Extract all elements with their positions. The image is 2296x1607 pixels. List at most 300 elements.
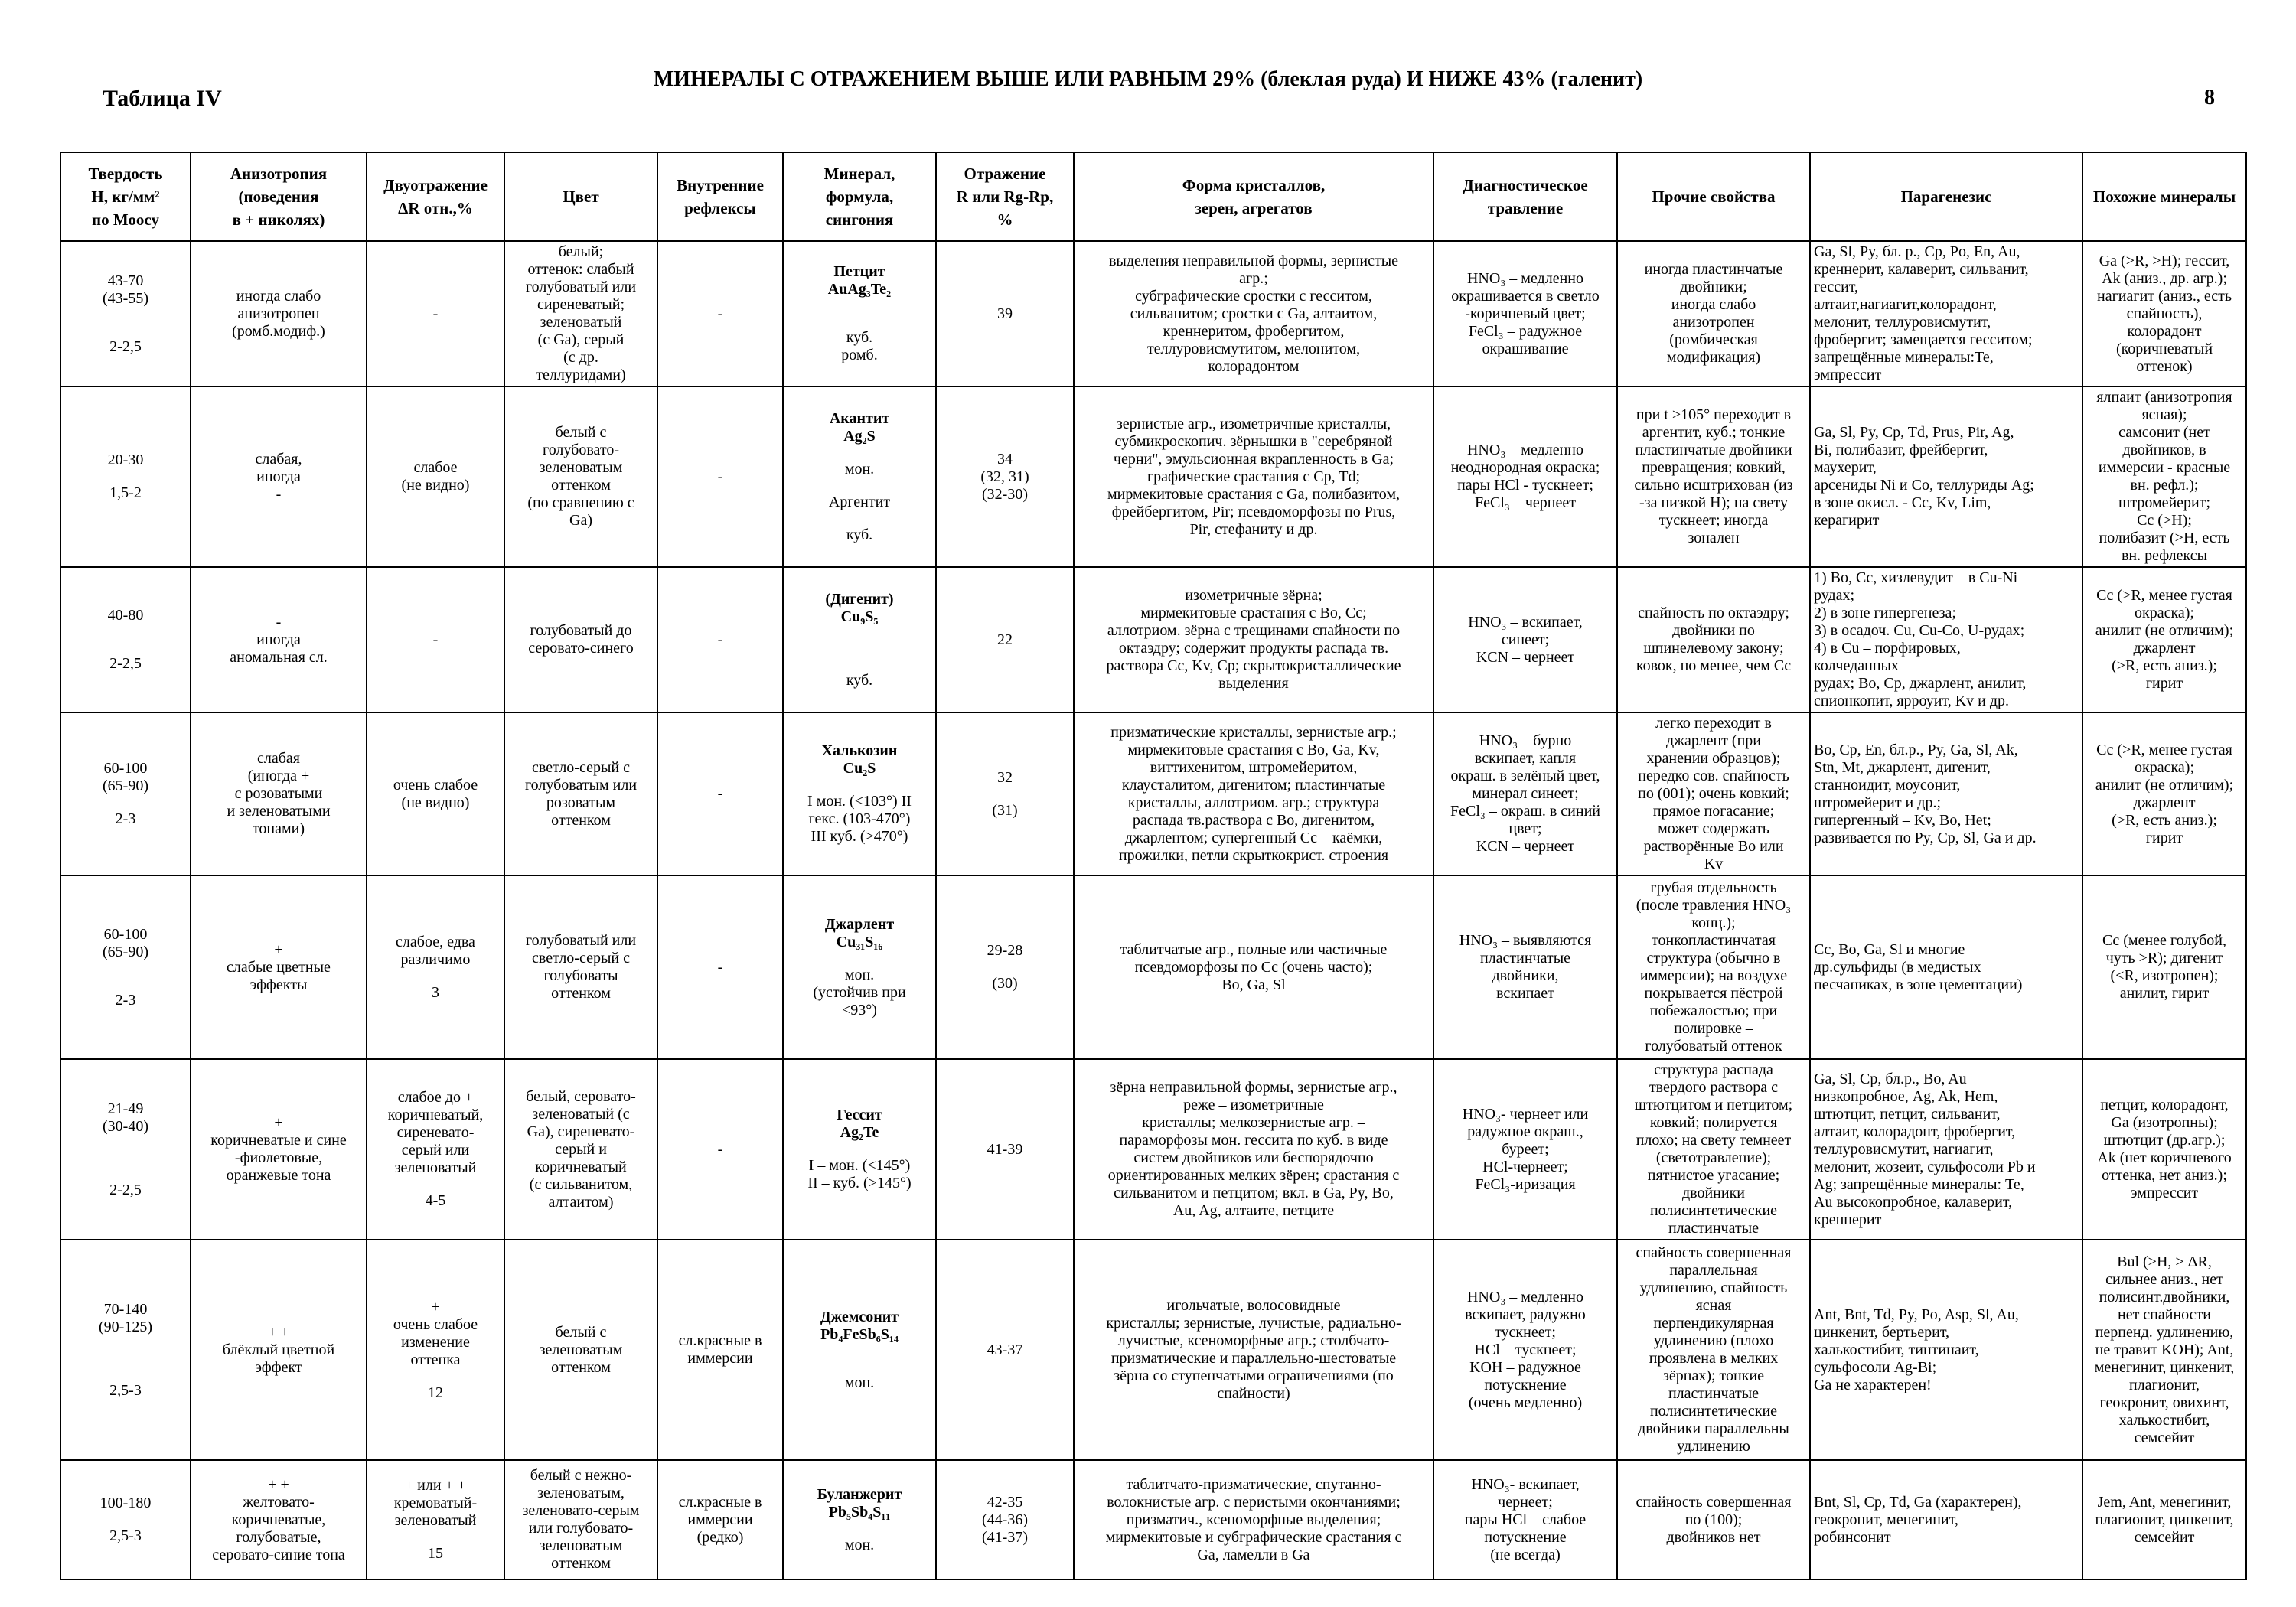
cell-line: (с сильванитом, [529,1175,633,1193]
cell-line: 1,5-2 [109,484,142,501]
cell-line: 2-2,5 [109,337,142,355]
cell-mineral [783,1059,936,1240]
cell-line: 2,5-3 [109,1381,142,1399]
cell-line: призматич., ксеноморфные выделения; [1126,1511,1381,1528]
cell-line: вскипает, капля [1474,750,1577,767]
cell-line: субграфические сростки с гесситом, [1135,287,1372,305]
cell-line: 3) в осадоч. Cu, Cu-Co, U-рудах; [1814,622,2025,639]
cell-line: двойники; [1680,279,1747,295]
cell-line: мелонит, теллуровисмутит, [1814,314,1991,331]
cell-line: мон. [844,460,875,478]
cell-line: Bi, полибазит, фрейбергит, [1814,442,1988,458]
table-row [60,386,2246,567]
cell-line: зеленоватый [394,1512,477,1529]
cell-birefl [367,1059,504,1240]
cell-line: (с др. [563,349,598,366]
cell-line: пластинчатые [1479,950,1571,966]
cell-mineral [783,1240,936,1460]
cell-line: перпендикулярная [1653,1315,1774,1332]
cell-line: халькостибит, [2118,1411,2210,1429]
cell-other [1617,241,1810,386]
cell-line: -за низкой H); на свету [1639,494,1788,511]
cell-other [1617,1460,1810,1579]
cell-color [504,875,657,1059]
cell-other [1617,567,1810,712]
cell-line: в зоне окисл. - Cc, Kv, Lim, [1814,494,1991,511]
cell-paragenesis [1810,386,2082,567]
cell-line: пластинчатые двойники [1635,442,1792,458]
cell-line: Внутренние [677,176,764,194]
cell-hardness [60,1240,191,1460]
cell-line: распада тв.раствора с Bo, дигенитом, [1132,811,1375,829]
cell-line: сильванитом и петцитом; вкл. в Ga, Py, Bo, [1114,1185,1394,1201]
cell-line: волокнистые агр. с перистыми окончаниями; [1107,1493,1401,1511]
cell-line: Парагенезис [1900,187,1992,206]
cell-line: джарлент [2133,794,2196,811]
cell-line: слабая [257,750,300,767]
cell-reflect [936,1460,1074,1579]
cell-line: Халькозин [821,742,898,759]
cell-other [1617,1240,1810,1460]
cell-line: спайность по октаэдру; [1638,605,1789,621]
cell-line: оттенка [410,1351,461,1368]
cell-line: куб. [846,526,873,543]
cell-line: (после травления HNO₃ [1636,897,1792,914]
cell-line: Au высокопробное, калаверит, [1814,1193,2013,1211]
cell-line: радужное окраш., [1467,1123,1583,1140]
cell-line: серовато-синие тона [212,1546,345,1563]
cell-line: эмпрессит [2130,1185,2199,1201]
cell-line: I мон. (<103°) II [807,793,912,810]
cell-line: перпенд. удлинению, [2095,1323,2234,1341]
cell-anisotropy [191,1240,367,1460]
cell-line: формула, [825,187,894,206]
cell-line: двойники параллельны [1638,1420,1789,1437]
cell-line: Ga, ламелли в Ga [1197,1546,1310,1563]
cell-line: хранении образцов); [1646,750,1781,767]
cell-line: легко переходит в [1655,715,1772,732]
cell-line: -фиолетовые, [234,1149,323,1166]
cell-line: % [996,210,1013,229]
cell-line: синеет; [1501,631,1550,648]
cell-line: 41-39 [987,1140,1023,1158]
cell-line: халькостибит, тинтинаит, [1814,1341,1979,1358]
cell-line: мон. [844,1536,875,1553]
column-header-paragenesis [1810,152,2082,241]
cell-line: джарлент (при [1666,732,1761,749]
cell-line: голубоватый или [525,279,637,295]
cell-line: пластинчатые [1668,1385,1760,1402]
cell-line: желтовато- [243,1493,315,1511]
cell-etch [1433,241,1617,386]
cell-line: лучистые, ксеноморфные агр.; столбчато- [1117,1332,1390,1349]
cell-line: кристаллы; зернистые, лучистые, радиально- [1106,1315,1401,1332]
cell-paragenesis [1810,875,2082,1059]
cell-line: серый и [555,1140,607,1158]
cell-line: по Моосу [92,210,159,229]
cell-line: 100-180 [99,1495,152,1511]
cell-similar [2082,875,2246,1059]
cell-line: мирмекитовые и субграфические срастания с [1105,1528,1402,1546]
cell-line: (65-90) [103,943,148,960]
cell-line: эффекты [249,976,308,993]
cell-similar [2082,241,2246,386]
cell-line: белый с [555,1323,607,1341]
cell-line: анилит (не отличим); [2095,776,2234,794]
cell-birefl [367,567,504,712]
cell-line: (с Ga), серый [537,331,625,348]
cell-line: (41-37) [982,1528,1028,1546]
cell-line: покрывается пёстрой [1644,985,1783,1002]
cell-line: 70-140 [103,1300,148,1318]
cell-line: Ag₂Te [840,1124,879,1141]
cell-line: (44-36) [982,1511,1028,1528]
cell-other [1617,712,1810,875]
cell-line: полисинтетические [1649,1403,1778,1420]
cell-line: тускнеет; [1495,1323,1556,1341]
cell-line: зеленоватым [539,1341,623,1358]
cell-line: окраска); [2135,605,2194,621]
cell-line: Джарлент [824,915,895,933]
column-header-mineral [783,152,936,241]
cell-line: окрашивается в светло [1451,287,1600,305]
cell-line: эмпрессит [1814,367,1882,383]
cell-line: робинсонит [1814,1528,1891,1546]
cell-line: джарлент [2133,640,2196,657]
cell-line: 2,5-3 [109,1527,142,1544]
cell-line: - [432,305,439,322]
cell-line: модификация) [1666,349,1761,366]
cell-line: игольчатые, волосовидные [1166,1297,1341,1314]
cell-line: алтаит,нагиагит,колорадонт, [1814,296,1997,313]
column-header-birefl [367,152,504,241]
cell-line: HCl-чернеет; [1482,1158,1568,1175]
cell-form [1074,386,1433,567]
column-header-other [1617,152,1810,241]
cell-line: зерен, агрегатов [1195,199,1313,217]
cell-line: серый или [401,1142,470,1159]
column-header-similar [2082,152,2246,241]
cell-line: сл.красные в [678,1493,762,1511]
cell-line: иногда пластинчатые [1644,261,1783,278]
cell-line: изменение [401,1333,470,1351]
cell-line: 39 [997,305,1013,322]
cell-line: мон. [844,1374,875,1391]
cell-line: по (001); очень ковкий; [1638,785,1789,802]
cell-form [1074,875,1433,1059]
cell-etch [1433,1460,1617,1579]
cell-line: прожилки, петли скрыткокрист. строения [1118,846,1389,864]
table-row [60,712,2246,875]
cell-reflect [936,1059,1074,1240]
cell-line: очень слабое [393,1315,478,1333]
cell-line: Ga (>R, >H); гессит, [2099,252,2230,269]
cell-line: HNO₃ – бурно [1479,732,1572,749]
cell-line: низкопробное, Ag, Ak, Hem, [1814,1087,1998,1105]
cell-line: Kv [1704,856,1724,872]
cell-line: аргентит, куб.; тонкие [1642,424,1786,441]
cell-line: Pb₅Sb₄S₁₁ [828,1503,891,1521]
cell-similar [2082,712,2246,875]
cell-mineral [783,386,936,567]
cell-line: Диагностическое [1463,176,1588,194]
cell-line: слабая, [255,450,302,468]
cell-anisotropy [191,241,367,386]
cell-anisotropy [191,1059,367,1240]
cell-etch [1433,1240,1617,1460]
cell-birefl [367,712,504,875]
cell-line: Анизотропия [230,165,328,183]
cell-line: 29-28 [987,942,1023,959]
cell-line: куб. [846,329,873,346]
cell-birefl [367,386,504,567]
cell-line: штромейерит и др.; [1814,794,1941,811]
cell-line: самсонит (нет [2118,424,2210,441]
cell-line: нет спайности [2117,1305,2211,1323]
cell-line: геокронит, менегинит, [1814,1511,1958,1528]
cell-line: FeCl₃ – чернеет [1474,494,1576,511]
cell-line: колорадонтом [1208,357,1300,375]
cell-line: мелонит, жозеит, сульфосоли Pb и [1814,1158,2036,1175]
cell-line: зеленоватым, [537,1485,625,1501]
cell-line: - [717,785,723,802]
cell-line: сильванитом; сростки с Ga, алтаитом, [1130,305,1378,322]
cell-line: (>R, есть аниз.); [2112,657,2217,674]
cell-line: HNO₃ – вскипает, [1468,613,1583,631]
cell-form [1074,241,1433,386]
cell-line: чуть >R); дигенит [2105,950,2223,966]
cell-line: Ak (нет коричневого [2097,1149,2232,1166]
cell-line: фрейбергитом, Pir; псевдоморфозы по Prus, [1111,503,1396,520]
cell-line: различимо [400,950,471,968]
cell-line: белый, серовато- [526,1087,636,1105]
cell-line: плагионит, цинкенит, [2095,1511,2234,1528]
cell-line: твердого раствора с [1649,1079,1779,1096]
cell-line: (ромбическая [1669,331,1758,348]
cell-line: ориентированных мелких зёрен; срастания с [1107,1167,1400,1184]
cell-line: очень слабое [393,776,478,794]
cell-etch [1433,1059,1617,1240]
cell-line: II – куб. (>145°) [807,1175,912,1191]
cell-color [504,567,657,712]
cell-line: + [274,1114,283,1131]
cell-line: при t >105° переходит в [1636,406,1792,423]
table-row [60,567,2246,712]
cell-line: Петцит [833,263,885,280]
cell-line: коричневатые и сине [210,1132,347,1149]
cell-line: 2-2,5 [109,655,142,672]
cell-line: - [276,613,282,631]
cell-paragenesis [1810,241,2082,386]
cell-line: иммерсии - красные [2098,459,2231,476]
cell-line: HNO₃- чернеет или [1462,1105,1589,1123]
cell-line: полисинтетические [1649,1202,1778,1219]
cell-line: (поведения [238,187,319,206]
cell-form [1074,567,1433,712]
cell-line: не травит KOH); Ant, [2095,1341,2234,1358]
cell-line: цинкенит, бертьерит, [1814,1323,1950,1341]
cell-line: KCN – чернеет [1476,648,1575,666]
cell-line: (Дигенит) [825,590,894,608]
cell-line: HNO₃ – выявляются [1459,932,1592,949]
header-row [60,152,2246,241]
cell-line: мон. [844,966,875,983]
cell-reflect [936,712,1074,875]
cell-line: Похожие минералы [2092,187,2236,206]
cell-line: Отражение [964,165,1046,183]
cell-line: - [717,958,723,976]
cell-line: (90-125) [99,1318,152,1335]
cell-line: оттенок) [2136,357,2193,375]
cell-similar [2082,1059,2246,1240]
column-header-color [504,152,657,241]
cell-paragenesis [1810,567,2082,712]
cell-line: 22 [997,631,1013,648]
cell-line: иммерсии); на воздухе [1639,967,1788,984]
cell-line: (светотравление); [1655,1149,1772,1166]
cell-anisotropy [191,875,367,1059]
cell-line: вн. рефл.); [2130,477,2199,494]
cell-line: Ag; запрещённые минералы: Te, [1814,1175,2024,1193]
cell-line: теллуровисмутитом, мелонитом, [1146,340,1361,357]
cell-line: гирит [2145,829,2183,846]
cell-line: 21-49 [107,1100,144,1117]
cell-line: пятнистое угасание; [1647,1167,1780,1184]
cell-line: светло-серый с [532,950,630,966]
cell-birefl [367,875,504,1059]
cell-line: нередко сов. спайность [1638,768,1789,784]
cell-form [1074,1460,1433,1579]
cell-line: кремоватый- [393,1495,478,1511]
minerals-table [60,152,2247,1580]
cell-line: пары HCl - тускнеет; [1457,477,1593,494]
cell-line: алтаитом) [548,1193,614,1211]
cell-line: (иногда + [247,768,310,784]
cell-line: сульфосоли Ag-Bi; [1814,1358,1937,1376]
cell-line: Cu₃₁S₁₆ [836,933,883,950]
cell-mineral [783,567,936,712]
table-row [60,875,2246,1059]
cell-line: зёрна неправильной формы, зернистые агр., [1110,1079,1397,1096]
cell-line: (32-30) [982,485,1028,503]
cell-hardness [60,386,191,567]
cell-line: голубоватые, [236,1528,321,1546]
cell-line: блёклый цветной [222,1341,335,1358]
cell-line: призматические кристаллы, зернистые агр.; [1110,723,1397,741]
cell-mineral [783,875,936,1059]
cell-line: оттенком [551,811,611,829]
cell-line: ялпаит (анизотропия [2096,389,2232,406]
cell-line: спайности) [1217,1385,1290,1402]
cell-anisotropy [191,567,367,712]
cell-line: Au, Ag, алтаите, петците [1172,1202,1335,1219]
cell-line: голубоватый или [525,932,637,949]
cell-line: Bnt, Sl, Cp, Td, Ga (характерен), [1814,1493,2022,1511]
cell-line: (32, 31) [980,468,1029,485]
cell-line: потускнение [1484,1376,1567,1393]
cell-line: 42-35 [987,1493,1023,1511]
cell-line: штютцит, петцит, сильванит, [1814,1105,2001,1123]
cell-line: FeCl₃ – радужное [1468,322,1583,340]
cell-etch [1433,567,1617,712]
cell-line: (не всегда) [1490,1546,1561,1563]
cell-other [1617,386,1810,567]
cell-line: октаэдру; содержит продукты распада тв. [1118,640,1389,657]
cell-line: в + николях) [232,210,325,229]
cell-line: ясная [1695,1297,1732,1314]
cell-line: Цвет [563,187,599,206]
cell-line: Буланжерит [817,1485,902,1503]
table-body [60,241,2246,1579]
cell-line: FeCl₃ – окраш. в синий [1450,803,1600,820]
cell-line: (ромб.модиф.) [232,322,325,340]
cell-line: систем двойников или беспорядочно [1133,1149,1374,1166]
cell-similar [2082,567,2246,712]
cell-line: 2) в зоне гипергенеза; [1814,605,1956,621]
cell-line: III куб. (>470°) [810,828,908,845]
cell-line: плохо; на свету темнеет [1636,1132,1792,1149]
cell-line: тонами) [252,820,305,837]
cell-line: маухерит, [1814,459,1877,476]
cell-line: - [276,485,282,503]
cell-line: 40-80 [107,607,144,624]
cell-line: (устойчив при [813,983,906,1001]
cell-color [504,1240,657,1460]
cell-line: зеленовато-серым [522,1502,640,1519]
cell-line: иногда [256,631,301,648]
table-row [60,241,2246,386]
cell-line: (коричневатый [2115,340,2213,357]
cell-line: окрашивание [1482,340,1569,357]
cell-paragenesis [1810,1460,2082,1579]
cell-similar [2082,1240,2246,1460]
cell-line: оттенок: слабый [527,261,634,278]
cell-line: серовато-синего [528,640,634,657]
cell-anisotropy [191,712,367,875]
cell-etch [1433,712,1617,875]
cell-line: голубовато- [542,442,619,458]
cell-hardness [60,241,191,386]
cell-line: кристаллы, аллотриом. агр.; структура [1127,794,1380,811]
cell-line: 4-5 [425,1192,446,1209]
cell-line: (30) [992,975,1018,992]
cell-line: мирмекитовые срастания с Ga, полибазитом, [1107,485,1401,503]
cell-line: Bo, Cp, En, бл.р., Py, Ga, Sl, Ak, [1814,741,2018,758]
cell-line: удлинению (плохо [1653,1332,1774,1349]
cell-line: FeCl₃-иризация [1475,1175,1576,1193]
cell-line: полировке – [1674,1020,1753,1037]
cell-line: оттенком [551,985,611,1002]
cell-line: с розоватыми [234,785,323,802]
cell-line: двойники [1681,1185,1745,1201]
cell-line: оттенком [551,477,611,494]
cell-form [1074,1240,1433,1460]
cell-line: креннерит [1814,1211,1882,1228]
cell-line: HCl – тускнеет; [1474,1341,1577,1358]
cell-line: призматические и параллельно-шестоватые [1110,1350,1397,1367]
cell-line: голубоваты [543,967,618,984]
cell-line: по (100); [1684,1511,1743,1528]
cell-line: HNO₃- вскипает, [1471,1475,1580,1493]
cell-line: Гессит [837,1107,882,1123]
cell-line: Stn, Mt, джарлент, дигенит, [1814,758,1991,776]
cell-hardness [60,712,191,875]
cell-line: геокронит, овихинт, [2099,1393,2229,1411]
cell-internal [657,1059,783,1240]
cell-paragenesis [1810,1059,2082,1240]
cell-line: потускнение [1484,1528,1567,1546]
cell-line: Cc (>R, менее густая [2096,741,2232,758]
